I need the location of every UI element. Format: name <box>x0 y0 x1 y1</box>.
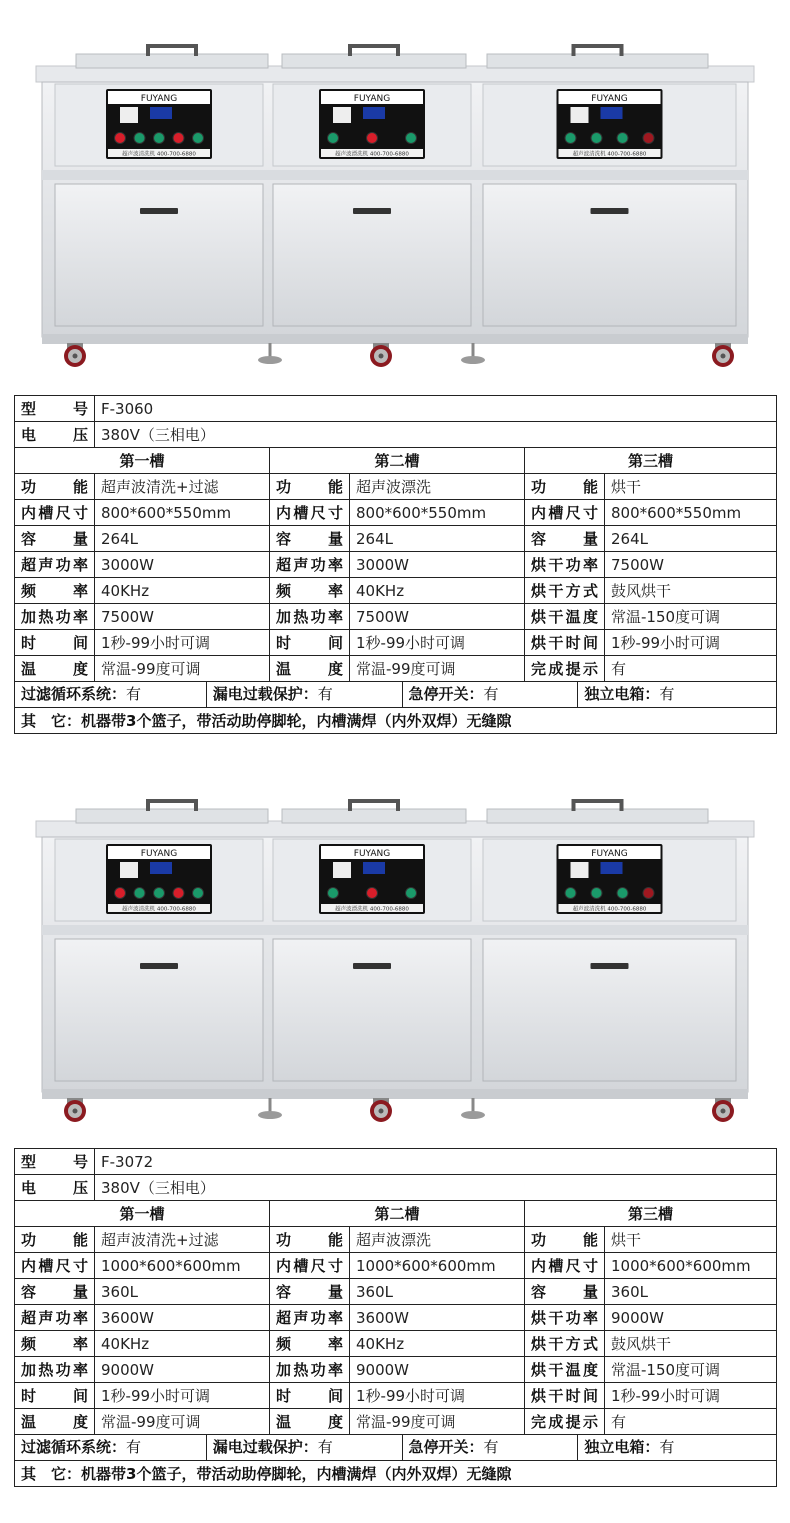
spec-label: 超声功率 <box>15 1305 95 1331</box>
cabinet-door <box>273 939 471 1081</box>
panel-button-icon <box>565 133 576 144</box>
spec-label: 时间 <box>270 1383 350 1409</box>
feature-item <box>403 1435 579 1460</box>
ultrasonic-cleaner-image <box>0 755 790 1145</box>
spec-row <box>15 1227 777 1253</box>
other-value: 机器带3个篮子，带活动助停脚轮，内槽满焊（内外双焊）无缝隙 <box>81 712 512 730</box>
cabinet-door <box>273 184 471 326</box>
spec-label: 烘干温度 <box>525 604 605 630</box>
spec-value: 7500W <box>350 604 525 630</box>
spec-value: 264L <box>605 526 777 552</box>
spec-label: 时间 <box>270 630 350 656</box>
cabinet-door <box>483 939 736 1081</box>
door-handle <box>591 208 629 214</box>
value-voltage: 380V（三相电） <box>95 422 777 448</box>
spec-value: 264L <box>95 526 270 552</box>
panel-label: 超声波清洗机 400-700-6880 <box>122 906 196 913</box>
caster-axle <box>379 354 384 359</box>
row-features <box>15 682 777 708</box>
row-tank-headers <box>15 448 777 474</box>
feature-item <box>578 682 776 707</box>
brand-logo: FUYANG <box>591 94 628 104</box>
spec-value: 有 <box>605 656 777 682</box>
spec-label: 加热功率 <box>15 604 95 630</box>
spec-label: 超声功率 <box>15 552 95 578</box>
spec-value: 3600W <box>350 1305 525 1331</box>
tank-lid <box>487 54 708 68</box>
spec-value: 鼓风烘干 <box>605 1331 777 1357</box>
spec-label: 内槽尺寸 <box>15 500 95 526</box>
spec-row <box>15 1279 777 1305</box>
spec-value: 常温-99度可调 <box>350 656 525 682</box>
panel-label: 超声波漂洗机 400-700-6880 <box>335 906 409 913</box>
spec-value: 超声波漂洗 <box>350 474 525 500</box>
spec-value: 1秒-99小时可调 <box>350 1383 525 1409</box>
door-handle <box>140 208 178 214</box>
spec-label: 功能 <box>525 474 605 500</box>
spec-label: 加热功率 <box>15 1357 95 1383</box>
spec-value: 超声波清洗+过滤 <box>95 474 270 500</box>
feature-value: 有 <box>126 685 142 703</box>
tank-header-2: 第二槽 <box>270 1201 525 1227</box>
tank-header-2: 第二槽 <box>270 448 525 474</box>
other-cell <box>15 1461 777 1487</box>
tank-lid <box>282 809 466 823</box>
value-model: F-3060 <box>95 396 777 422</box>
label-model: 型号 <box>15 396 95 422</box>
spec-value: 360L <box>350 1279 525 1305</box>
spec-value: 3000W <box>350 552 525 578</box>
foot-stem <box>472 1098 475 1112</box>
spec-label: 完成提示 <box>525 1409 605 1435</box>
spec-value: 40KHz <box>350 1331 525 1357</box>
spec-label: 加热功率 <box>270 1357 350 1383</box>
spec-value: 常温-99度可调 <box>95 1409 270 1435</box>
adjustable-foot-icon <box>258 1111 282 1119</box>
adjustable-foot-icon <box>461 356 485 364</box>
panel-button-icon <box>193 133 204 144</box>
panel-label: 超声波漂洗机 400-700-6880 <box>335 151 409 158</box>
cabinet-door <box>55 184 263 326</box>
feature-item <box>207 1435 403 1460</box>
spec-row <box>15 1331 777 1357</box>
spec-label: 容量 <box>15 526 95 552</box>
panel-button-icon <box>173 133 184 144</box>
door-handle <box>591 963 629 969</box>
spec-value: 9000W <box>350 1357 525 1383</box>
spec-value: 烘干 <box>605 1227 777 1253</box>
spec-label: 超声功率 <box>270 1305 350 1331</box>
spec-label: 频率 <box>15 578 95 604</box>
temp-display <box>363 107 385 119</box>
spec-value: 9000W <box>95 1357 270 1383</box>
temp-display <box>150 862 172 874</box>
spec-value: 1000*600*600mm <box>95 1253 270 1279</box>
spec-value: 常温-99度可调 <box>95 656 270 682</box>
spec-row <box>15 526 777 552</box>
spec-label: 温度 <box>15 656 95 682</box>
spec-label: 功能 <box>525 1227 605 1253</box>
other-label: 其 它： <box>21 712 82 730</box>
caster-axle <box>721 354 726 359</box>
spec-label: 频率 <box>270 1331 350 1357</box>
spec-value: 1秒-99小时可调 <box>95 1383 270 1409</box>
spec-label: 容量 <box>270 526 350 552</box>
spec-value: 3000W <box>95 552 270 578</box>
features-cell <box>15 1435 777 1461</box>
feature-label: 漏电过载保护： <box>212 685 318 703</box>
ultrasonic-cleaner-image <box>0 0 790 390</box>
spec-label: 温度 <box>270 656 350 682</box>
foot-stem <box>269 343 272 357</box>
feature-item <box>15 682 207 707</box>
feature-value: 有 <box>483 685 499 703</box>
panel-button-icon <box>115 133 126 144</box>
tank-lid <box>282 54 466 68</box>
feature-item <box>403 682 579 707</box>
panel-button-icon <box>134 888 145 899</box>
feature-label: 独立电箱： <box>584 1438 660 1456</box>
spec-label: 频率 <box>270 578 350 604</box>
panel-label: 超声波清洗机 400-700-6880 <box>572 151 647 158</box>
spec-value: 264L <box>350 526 525 552</box>
temp-display <box>601 107 623 119</box>
spec-value: 常温-99度可调 <box>350 1409 525 1435</box>
spec-row <box>15 1409 777 1435</box>
spec-value: 40KHz <box>95 1331 270 1357</box>
value-model: F-3072 <box>95 1149 777 1175</box>
spec-table <box>14 395 777 734</box>
caster-axle <box>379 1109 384 1114</box>
panel-button-icon <box>367 888 378 899</box>
feature-label: 急停开关： <box>408 685 484 703</box>
spec-label: 容量 <box>525 1279 605 1305</box>
spec-value: 360L <box>95 1279 270 1305</box>
spec-label: 烘干时间 <box>525 1383 605 1409</box>
feature-item <box>207 682 403 707</box>
spec-label: 完成提示 <box>525 656 605 682</box>
spec-table <box>14 1148 777 1487</box>
spec-label: 烘干时间 <box>525 630 605 656</box>
spec-value: 800*600*550mm <box>605 500 777 526</box>
label-voltage: 电压 <box>15 1175 95 1201</box>
spec-label: 容量 <box>525 526 605 552</box>
panel-button-icon <box>617 133 628 144</box>
brand-logo: FUYANG <box>353 849 391 859</box>
spec-label: 温度 <box>15 1409 95 1435</box>
panel-button-icon <box>406 888 417 899</box>
features-cell <box>15 682 777 708</box>
spec-value: 1秒-99小时可调 <box>95 630 270 656</box>
spec-label: 频率 <box>15 1331 95 1357</box>
other-label: 其 它： <box>21 1465 82 1483</box>
panel-button-icon <box>154 888 165 899</box>
spec-label: 内槽尺寸 <box>15 1253 95 1279</box>
feature-value: 有 <box>317 685 333 703</box>
panel-button-icon <box>115 888 126 899</box>
spec-label: 内槽尺寸 <box>270 500 350 526</box>
foot-stem <box>269 1098 272 1112</box>
feature-label: 独立电箱： <box>584 685 660 703</box>
label-model: 型号 <box>15 1149 95 1175</box>
spec-row <box>15 1305 777 1331</box>
adjustable-foot-icon <box>258 356 282 364</box>
temp-display <box>601 862 623 874</box>
spec-value: 1000*600*600mm <box>605 1253 777 1279</box>
spec-label: 容量 <box>15 1279 95 1305</box>
spec-row <box>15 656 777 682</box>
spec-row <box>15 474 777 500</box>
feature-value: 有 <box>483 1438 499 1456</box>
timer-display <box>571 107 589 123</box>
spec-value: 40KHz <box>350 578 525 604</box>
spec-row <box>15 552 777 578</box>
spec-label: 功能 <box>15 1227 95 1253</box>
spec-label: 时间 <box>15 630 95 656</box>
spec-label: 加热功率 <box>270 604 350 630</box>
feature-label: 过滤循环系统： <box>21 1438 127 1456</box>
row-model <box>15 1149 777 1175</box>
panel-button-icon <box>193 888 204 899</box>
feature-item <box>578 1435 776 1460</box>
spec-label: 时间 <box>15 1383 95 1409</box>
feature-label: 急停开关： <box>408 1438 484 1456</box>
spec-row <box>15 1357 777 1383</box>
tank-lid <box>76 54 268 68</box>
spec-label: 容量 <box>270 1279 350 1305</box>
spec-label: 烘干方式 <box>525 578 605 604</box>
panel-button-icon <box>406 133 417 144</box>
spec-row <box>15 578 777 604</box>
spec-value: 40KHz <box>95 578 270 604</box>
tank-header-3: 第三槽 <box>525 448 777 474</box>
feature-item <box>15 1435 207 1460</box>
spec-value: 360L <box>605 1279 777 1305</box>
feature-value: 有 <box>317 1438 333 1456</box>
panel-label: 超声波清洗机 400-700-6880 <box>572 906 647 913</box>
door-handle <box>140 963 178 969</box>
spec-row <box>15 1253 777 1279</box>
timer-display <box>120 862 138 878</box>
label-voltage: 电压 <box>15 422 95 448</box>
row-model <box>15 396 777 422</box>
caster-axle <box>73 354 78 359</box>
panel-button-icon <box>173 888 184 899</box>
panel-button-icon <box>154 133 165 144</box>
panel-button-icon <box>643 133 654 144</box>
spec-label: 功能 <box>270 474 350 500</box>
spec-value: 烘干 <box>605 474 777 500</box>
row-other <box>15 708 777 734</box>
spec-row <box>15 630 777 656</box>
panel-button-icon <box>643 888 654 899</box>
spec-value: 7500W <box>605 552 777 578</box>
other-value: 机器带3个篮子，带活动助停脚轮，内槽满焊（内外双焊）无缝隙 <box>81 1465 512 1483</box>
timer-display <box>333 107 351 123</box>
timer-display <box>333 862 351 878</box>
spec-value: 3600W <box>95 1305 270 1331</box>
panel-button-icon <box>591 133 602 144</box>
panel-button-icon <box>328 133 339 144</box>
feature-label: 漏电过载保护： <box>212 1438 318 1456</box>
row-other <box>15 1461 777 1487</box>
spec-value: 800*600*550mm <box>350 500 525 526</box>
spec-label: 烘干功率 <box>525 1305 605 1331</box>
spec-label: 烘干功率 <box>525 552 605 578</box>
cabinet-door <box>483 184 736 326</box>
tank-lid <box>76 809 268 823</box>
brand-logo: FUYANG <box>591 849 628 859</box>
spec-value: 超声波清洗+过滤 <box>95 1227 270 1253</box>
brand-logo: FUYANG <box>353 94 391 104</box>
spec-row <box>15 500 777 526</box>
feature-value: 有 <box>659 685 675 703</box>
adjustable-foot-icon <box>461 1111 485 1119</box>
spec-label: 烘干方式 <box>525 1331 605 1357</box>
brand-logo: FUYANG <box>140 94 178 104</box>
spec-value: 1秒-99小时可调 <box>350 630 525 656</box>
spec-label: 内槽尺寸 <box>525 500 605 526</box>
spec-value: 超声波漂洗 <box>350 1227 525 1253</box>
panel-button-icon <box>591 888 602 899</box>
panel-button-icon <box>328 888 339 899</box>
machine-base <box>42 1089 748 1099</box>
cabinet-door <box>55 939 263 1081</box>
panel-label: 超声波清洗机 400-700-6880 <box>122 151 196 158</box>
middle-rail <box>42 925 748 935</box>
caster-axle <box>721 1109 726 1114</box>
spec-value: 鼓风烘干 <box>605 578 777 604</box>
spec-label: 烘干温度 <box>525 1357 605 1383</box>
row-features <box>15 1435 777 1461</box>
spec-value: 800*600*550mm <box>95 500 270 526</box>
tank-lid <box>487 809 708 823</box>
temp-display <box>363 862 385 874</box>
panel-button-icon <box>134 133 145 144</box>
spec-value: 1000*600*600mm <box>350 1253 525 1279</box>
spec-value: 1秒-99小时可调 <box>605 630 777 656</box>
spec-label: 功能 <box>15 474 95 500</box>
panel-button-icon <box>565 888 576 899</box>
tank-header-3: 第三槽 <box>525 1201 777 1227</box>
spec-label: 超声功率 <box>270 552 350 578</box>
spec-label: 温度 <box>270 1409 350 1435</box>
spec-label: 功能 <box>270 1227 350 1253</box>
spec-row <box>15 604 777 630</box>
timer-display <box>571 862 589 878</box>
spec-label: 内槽尺寸 <box>270 1253 350 1279</box>
timer-display <box>120 107 138 123</box>
tank-header-1: 第一槽 <box>15 1201 270 1227</box>
feature-label: 过滤循环系统： <box>21 685 127 703</box>
spec-value: 有 <box>605 1409 777 1435</box>
tank-header-1: 第一槽 <box>15 448 270 474</box>
row-voltage <box>15 422 777 448</box>
machine-base <box>42 334 748 344</box>
door-handle <box>353 963 391 969</box>
row-voltage <box>15 1175 777 1201</box>
spec-value: 9000W <box>605 1305 777 1331</box>
panel-button-icon <box>617 888 628 899</box>
other-cell <box>15 708 777 734</box>
spec-label: 内槽尺寸 <box>525 1253 605 1279</box>
panel-button-icon <box>367 133 378 144</box>
spec-row <box>15 1383 777 1409</box>
caster-axle <box>73 1109 78 1114</box>
row-tank-headers <box>15 1201 777 1227</box>
spec-value: 1秒-99小时可调 <box>605 1383 777 1409</box>
spec-value: 常温-150度可调 <box>605 604 777 630</box>
spec-value: 7500W <box>95 604 270 630</box>
spec-value: 常温-150度可调 <box>605 1357 777 1383</box>
brand-logo: FUYANG <box>140 849 178 859</box>
value-voltage: 380V（三相电） <box>95 1175 777 1201</box>
foot-stem <box>472 343 475 357</box>
feature-value: 有 <box>659 1438 675 1456</box>
feature-value: 有 <box>126 1438 142 1456</box>
temp-display <box>150 107 172 119</box>
middle-rail <box>42 170 748 180</box>
door-handle <box>353 208 391 214</box>
